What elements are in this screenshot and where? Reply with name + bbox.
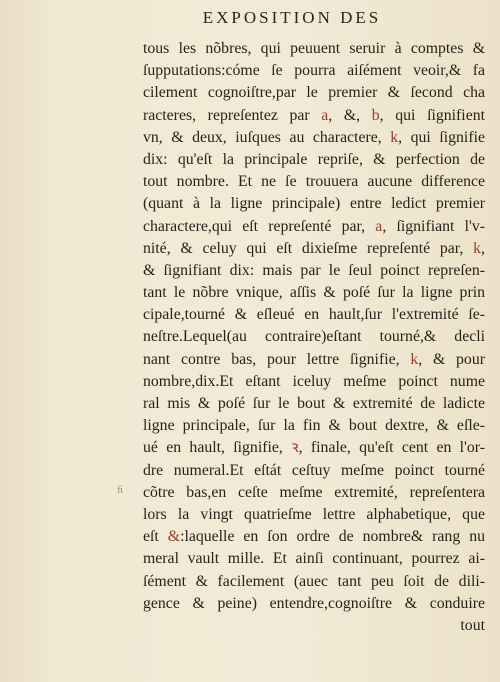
text-segment: dre numeral.Et eſtát ceſtuy meſme poinct tourné — [143, 461, 485, 479]
text-segment: cipale,tourné & eſleué en hault,ſur l'extremité ſe- — [143, 306, 485, 324]
text-segment: ué en hault, ſignifie, — [143, 439, 292, 457]
rubricated-character: b — [371, 106, 380, 124]
text-segment: ligne principale, ſur la fin & bout dextre, & eſle- — [143, 417, 485, 435]
text-segment: , qui ſignifie — [398, 128, 485, 146]
text-segment: racteres, repreſentez par — [143, 106, 322, 124]
rubricated-character: k — [473, 239, 482, 257]
text-segment: charactere,qui eſt repreſenté par, — [143, 217, 376, 235]
text-line — [143, 304, 485, 326]
text-segment: nombre,dix.Et eſtant iceluy meſme poinct nume — [143, 372, 485, 390]
text-line — [143, 526, 485, 548]
text-segment: neſtre.Lequel(au contraire)eſtant tourné,& decli — [143, 328, 485, 346]
text-segment: ſément & facilement (auec tant peu ſoit de dili- — [143, 572, 485, 590]
text-segment: vn, & deux, iuſques au charactere, — [143, 128, 391, 146]
text-segment: , ſignifiant l'v- — [382, 217, 485, 235]
text-segment: , qui ſignifient — [379, 106, 485, 124]
text-line — [143, 593, 485, 615]
text-segment: lors la vingt quatrieſme lettre alphabetique, que — [143, 505, 485, 523]
text-line — [143, 349, 485, 371]
text-line — [143, 615, 485, 637]
text-segment: meral vault mille. Et ainſi continuant, pourrez ai- — [143, 550, 485, 568]
rubricated-character: a — [375, 217, 383, 235]
text-segment: , &, — [328, 106, 372, 124]
text-segment: tout nombre. Et ne ſe trouuera aucune difference — [143, 173, 485, 191]
text-line — [143, 127, 485, 149]
text-line — [143, 82, 485, 104]
text-segment: cõtre bas,en ceſte meſme extremité, repreſentera — [143, 483, 485, 501]
running-header-title: EXPOSITION DES — [202, 8, 382, 27]
rubricated-character: & — [167, 528, 181, 546]
text-segment: nité, & celuy qui eſt dixieſme repreſenté par, — [143, 239, 474, 257]
text-line — [143, 460, 485, 482]
text-line — [143, 238, 485, 260]
text-line — [143, 193, 485, 215]
text-line — [143, 504, 485, 526]
text-segment: ſupputations:cóme ſe pourra aiſément veoir,& fa — [143, 62, 485, 80]
rubricated-character: a — [321, 106, 329, 124]
text-segment: tout — [460, 616, 485, 634]
rubricated-character: k — [410, 350, 419, 368]
text-line — [143, 326, 485, 348]
text-line — [143, 216, 485, 238]
text-line — [143, 548, 485, 570]
text-line — [143, 38, 485, 60]
text-line — [143, 260, 485, 282]
text-line — [143, 371, 485, 393]
text-segment: eſt — [143, 528, 168, 546]
text-segment: , — [481, 239, 485, 257]
text-segment: tous les nõbres, qui peuuent seruir à comptes & — [143, 40, 485, 57]
text-segment: , finale, qu'eſt cent en l'or- — [298, 439, 485, 457]
text-segment: gence & peine) entendre,cognoiſtre & conduire — [143, 594, 485, 612]
text-line — [143, 393, 485, 415]
text-line — [143, 415, 485, 437]
text-segment: tant le nõbre vnique, aſſis & poſé ſur la ligne prin — [143, 284, 485, 302]
text-line — [143, 437, 485, 459]
text-segment: cilement cognoiſtre,par le premier & ſecond cha — [143, 84, 485, 102]
text-segment: , & pour — [418, 350, 485, 368]
text-segment: nant contre bas, pour lettre ſignifie, — [143, 350, 411, 368]
text-line — [143, 60, 485, 82]
text-segment: dix: qu'eſt la principale repriſe, & perfection de — [143, 150, 485, 168]
text-line — [143, 149, 485, 171]
text-line — [143, 171, 485, 193]
body-text — [143, 38, 485, 637]
running-header — [0, 8, 500, 28]
text-segment: :laquelle en ſon ordre de nombre& rang nu — [180, 528, 485, 546]
text-line — [143, 571, 485, 593]
margin-annotation: ﬁ — [117, 484, 124, 496]
text-line — [143, 282, 485, 304]
text-line — [143, 482, 485, 504]
rubricated-character: ꝛ — [291, 439, 299, 457]
text-line — [143, 105, 485, 127]
rubricated-character: k — [390, 128, 399, 146]
text-segment: (quant à la ligne principale) entre ledict premier — [143, 195, 485, 213]
text-segment: ral mis & poſé ſur le bout & extremité de ladicte — [143, 395, 485, 412]
text-segment: & ſignifiant dix: mais par le ſeul poinct repreſen- — [143, 261, 485, 279]
